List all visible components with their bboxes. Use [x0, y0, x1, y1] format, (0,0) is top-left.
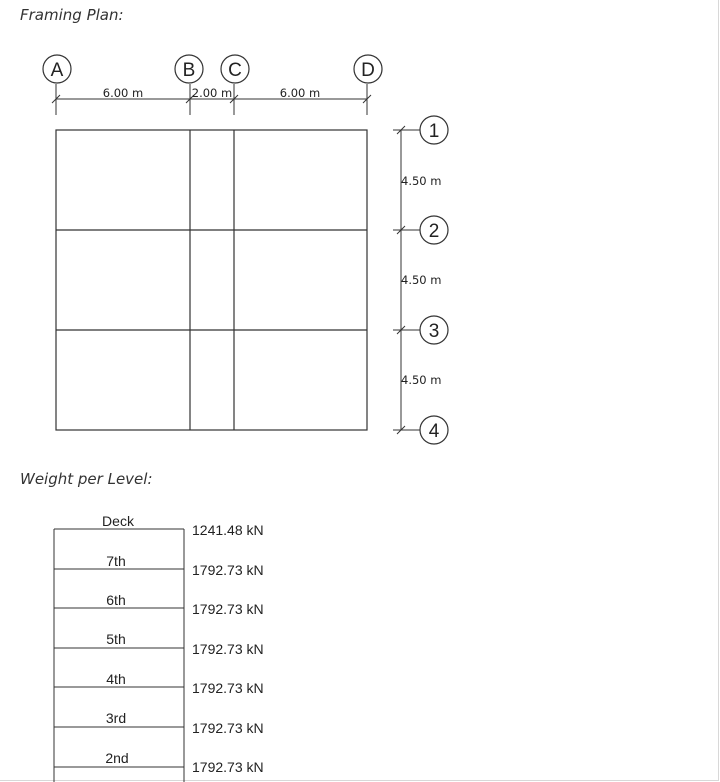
row-bubble-2 — [420, 216, 448, 244]
column-bubble-b — [175, 55, 203, 83]
level-name-5th: 5th — [106, 631, 126, 647]
level-name-deck: Deck — [102, 513, 134, 529]
column-label-a: A — [50, 60, 64, 81]
column-spacing-cd: 6.00 m — [279, 86, 321, 100]
row-label-1: 1 — [428, 121, 440, 142]
row-spacing-34: 4.50 m — [401, 373, 442, 387]
column-bubble-c — [221, 55, 249, 83]
row-spacing-23: 4.50 m — [401, 273, 442, 287]
row-label-4: 4 — [428, 421, 440, 442]
row-label-2: 2 — [428, 221, 440, 242]
level-name-6th: 6th — [106, 592, 126, 608]
level-name-3rd: 3rd — [105, 710, 127, 726]
plan-outline — [56, 130, 367, 430]
level-name-4th: 4th — [106, 671, 126, 687]
column-label-c: C — [228, 60, 242, 81]
column-bubble-a — [43, 55, 71, 83]
level-weight-3rd: 1792.73 kN — [192, 720, 264, 736]
level-weight-6th: 1792.73 kN — [192, 601, 264, 617]
column-spacing-bc: 2.00 m — [191, 86, 233, 100]
level-weight-deck: 1241.48 kN — [192, 522, 264, 538]
plan-grid — [56, 130, 367, 430]
column-label-b: B — [182, 60, 196, 81]
row-bubble-4 — [420, 416, 448, 444]
level-weight-7th: 1792.73 kN — [192, 562, 264, 578]
level-weight-4th: 1792.73 kN — [192, 680, 264, 696]
column-label-d: D — [361, 60, 375, 81]
level-weight-2nd: 1792.73 kN — [192, 759, 264, 775]
row-label-3: 3 — [428, 321, 440, 342]
level-name-7th: 7th — [106, 553, 126, 569]
weight-per-level-title: Weight per Level: — [20, 470, 153, 488]
row-bubble-1 — [420, 116, 448, 144]
level-weight-5th: 1792.73 kN — [192, 641, 264, 657]
row-spacing-12: 4.50 m — [401, 174, 442, 188]
framing-plan-title: Framing Plan: — [20, 6, 124, 24]
column-spacing-ab: 6.00 m — [102, 86, 144, 100]
column-bubble-d — [354, 55, 382, 83]
level-name-2nd: 2nd — [105, 750, 129, 766]
row-bubble-3 — [420, 316, 448, 344]
